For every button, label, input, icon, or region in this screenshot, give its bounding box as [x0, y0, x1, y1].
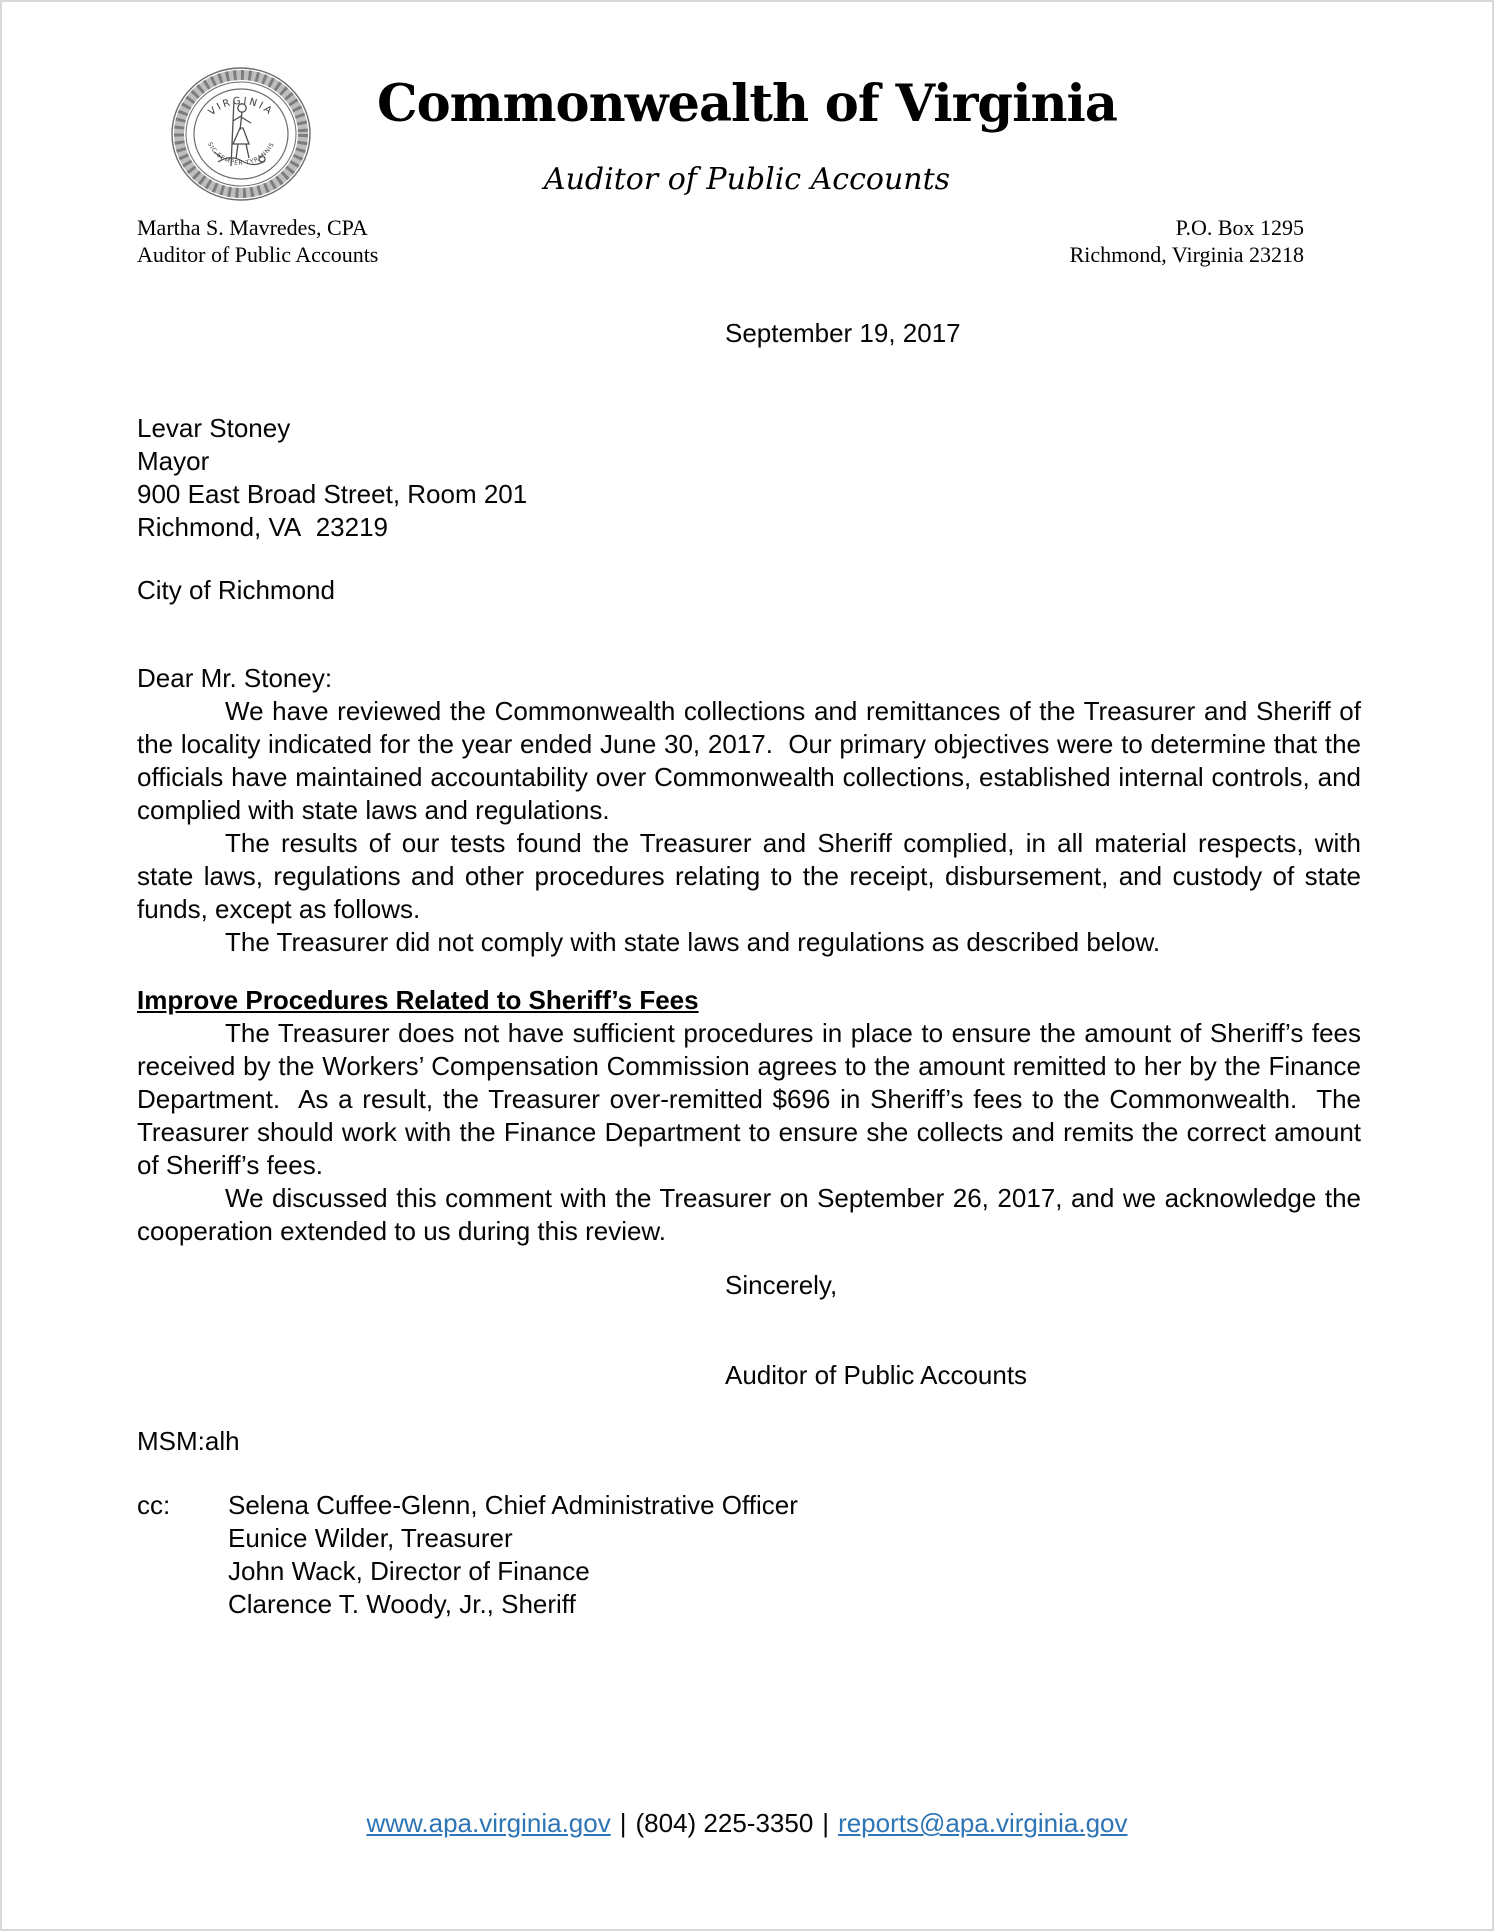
section-heading: Improve Procedures Related to Sheriff’s Fees	[137, 985, 699, 1015]
letterhead-title: Commonwealth of Virginia	[377, 74, 1117, 134]
salutation: Dear Mr. Stoney:	[137, 663, 333, 693]
seal-top-text: VIRGINIA	[206, 95, 276, 119]
recipient-title: Mayor	[137, 446, 210, 476]
official-title: Auditor of Public Accounts	[137, 242, 379, 267]
paragraph-1: We have reviewed the Commonwealth collections and remittances of the Treasurer and Sheriff of the locality indicated for the year ended June 30, 2017. Our primary objectives were to determine that the officials have maintained accountability over Commonwealth collections, established internal controls, and complied with state laws and regulations.	[137, 696, 1361, 825]
signature-block	[725, 1269, 1361, 1392]
paragraph-2: The results of our tests found the Treasurer and Sheriff complied, in all material respects, with state laws, regulations and other procedures relating to the receipt, disbursement, and custody of state funds, except as follows.	[137, 828, 1361, 924]
recipient-street: 900 East Broad Street, Room 201	[137, 479, 528, 509]
recipient-city: Richmond, VA 23219	[137, 512, 388, 542]
city-state-zip-line: Richmond, Virginia 23218	[1069, 242, 1304, 267]
letter-date: September 19, 2017	[725, 318, 961, 348]
seal-bottom-text: SIC SEMPER TYRANNIS	[205, 141, 277, 167]
cc-name: Selena Cuffee-Glenn, Chief Administrative Officer	[228, 1490, 798, 1520]
cc-name: Clarence T. Woody, Jr., Sheriff	[228, 1589, 576, 1619]
page-footer	[2, 1807, 1492, 1840]
email-link[interactable]: reports@apa.virginia.gov	[838, 1808, 1128, 1838]
cc-block	[137, 1489, 1361, 1621]
paragraph-3: The Treasurer did not comply with state laws and regulations as described below.	[225, 927, 1161, 957]
recipient-address-block	[137, 412, 1361, 544]
signer-title: Auditor of Public Accounts	[725, 1360, 1028, 1390]
letterhead-address-block	[1070, 214, 1304, 268]
website-link[interactable]: www.apa.virginia.gov	[366, 1808, 611, 1838]
footer-separator: |	[619, 1808, 627, 1838]
phone-number: (804) 225-3350	[635, 1808, 814, 1838]
cc-name: John Wack, Director of Finance	[228, 1556, 590, 1586]
reference-initials: MSM:alh	[137, 1426, 240, 1456]
footer-separator: |	[822, 1808, 830, 1838]
letter-body	[137, 317, 1361, 1621]
po-box-line: P.O. Box 1295	[1175, 215, 1304, 240]
cc-label: cc:	[137, 1490, 171, 1520]
cc-name: Eunice Wilder, Treasurer	[228, 1523, 513, 1553]
section-paragraph-1: The Treasurer does not have sufficient procedures in place to ensure the amount of Sheriff’s fees received by the Workers’ Compensation Commission agrees to the amount remitted to her by the Finance Department. As a result, the Treasurer over-remitted $696 in Sheriff’s fees to the Commonwealth. The Treasurer should work with the Finance Department to ensure she collects and remits the correct amount of Sheriff’s fees.	[137, 1018, 1361, 1180]
letterhead-subtitle: Auditor of Public Accounts	[543, 162, 951, 197]
valediction: Sincerely,	[725, 1270, 838, 1300]
cc-names	[228, 1489, 798, 1621]
section-paragraph-2: We discussed this comment with the Treasurer on September 26, 2017, and we acknowledge the cooperation extended to us during this review.	[137, 1183, 1361, 1246]
letterhead-official-block	[137, 214, 378, 268]
locality-line: City of Richmond	[137, 575, 335, 605]
official-name: Martha S. Mavredes, CPA	[137, 215, 368, 240]
recipient-name: Levar Stoney	[137, 413, 291, 443]
